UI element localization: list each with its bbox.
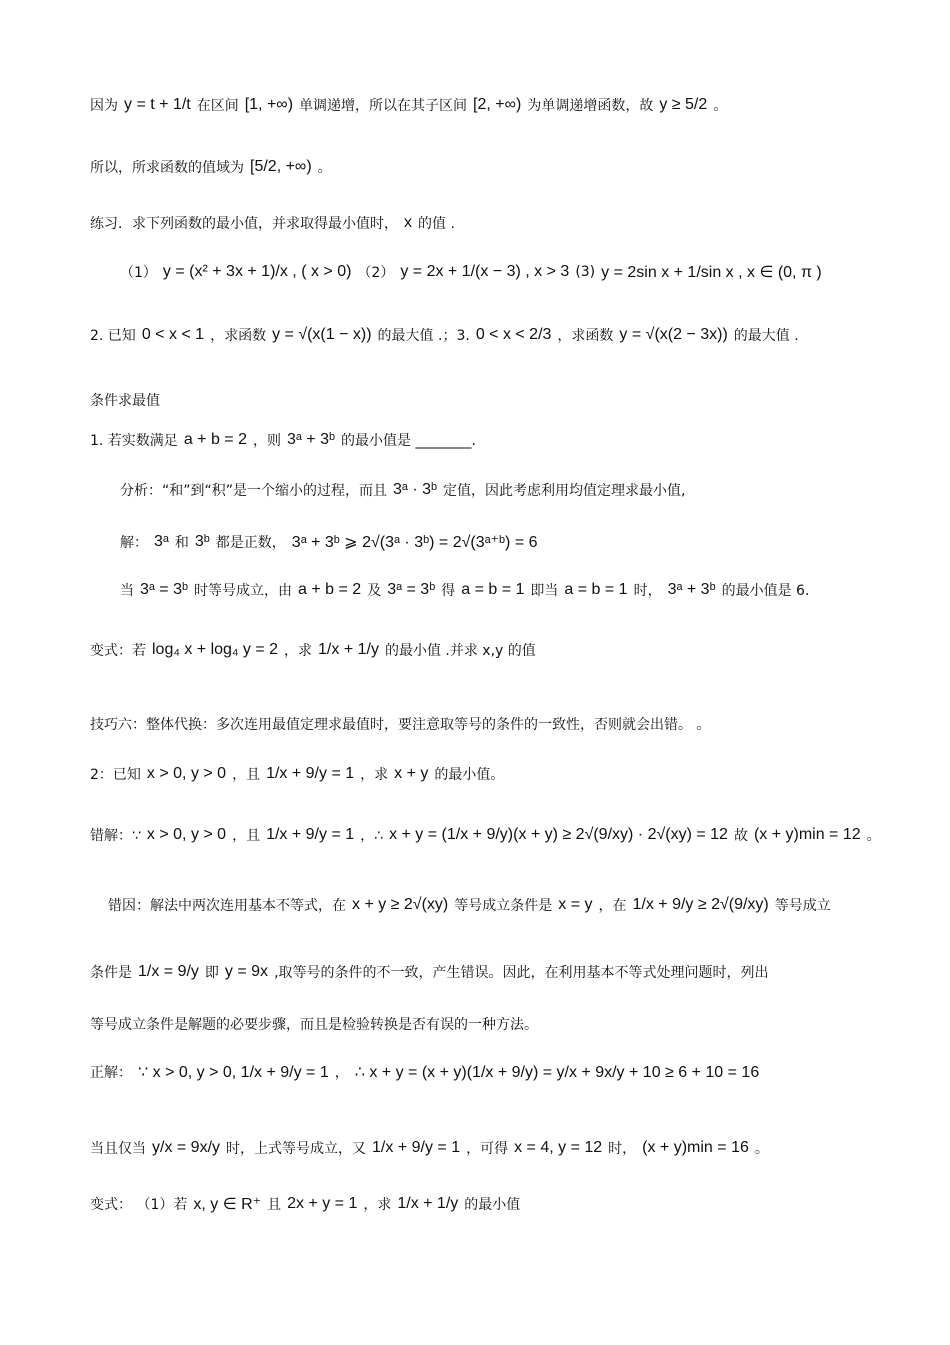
- text-run: 当: [120, 583, 134, 599]
- math-expression: 1/x + 9/y = 1: [266, 826, 355, 843]
- text-run: 在区间: [196, 98, 239, 114]
- text-line-l02: [90, 157, 910, 177]
- math-expression: y/x = 9x/y: [152, 1139, 221, 1156]
- text-line-l18: [90, 1062, 910, 1082]
- text-run: 。: [317, 160, 332, 176]
- text-run: 等号成立条件是解题的必要步骤，而且是检验转换是否有误的一种方法。: [90, 1017, 538, 1033]
- text-line-l10: [120, 580, 910, 600]
- math-expression: ∴ x + y = (x + y)(1/x + 9/y) = y/x + 9x/y + 10 ≥ 6 + 10 = 16: [354, 1064, 760, 1081]
- math-expression: x = y: [558, 896, 593, 913]
- math-expression: x, y ∈ R⁺: [193, 1196, 262, 1213]
- text-run: ，求: [360, 767, 389, 783]
- math-expression: x = 4, y = 12: [514, 1139, 603, 1156]
- math-expression: y = 2x + 1/(x − 3) , x > 3: [400, 263, 570, 280]
- text-run: 等号成立条件是: [454, 898, 553, 914]
- text-run: 练习．求下列函数的最小值，并求取得最小值时，: [90, 216, 398, 232]
- math-expression: ∵ x > 0, y > 0, 1/x + 9/y = 1: [138, 1064, 329, 1081]
- math-expression: y = √(x(2 − 3x)): [619, 326, 728, 343]
- math-expression: x + y: [394, 765, 429, 782]
- text-run: 且: [267, 1197, 282, 1213]
- math-expression: 3ᵃ + 3ᵇ: [667, 581, 716, 598]
- math-expression: 2x + y = 1: [287, 1195, 358, 1212]
- text-run: 时等号成立，由: [194, 583, 293, 599]
- text-line-l14: [90, 825, 910, 845]
- text-run: 。: [866, 828, 881, 844]
- math-expression: y = 9x: [224, 963, 269, 980]
- math-expression: y = 2sin x + 1/sin x , x ∈ (0, π ): [601, 264, 822, 281]
- text-run: ，在: [598, 898, 627, 914]
- text-line-l11: [90, 640, 910, 660]
- text-line-l09: [120, 532, 910, 552]
- math-expression: a = b = 1: [564, 581, 628, 598]
- text-run: 1. 若实数满足: [90, 433, 178, 449]
- text-run: 即当: [530, 583, 559, 599]
- text-run: （1）: [120, 265, 157, 281]
- text-run: ，则: [252, 433, 281, 449]
- text-line-l04: [120, 262, 910, 282]
- math-expression: (x + y)min = 16: [642, 1139, 749, 1156]
- math-expression: y = (x² + 3x + 1)/x , ( x > 0): [162, 263, 352, 280]
- math-expression: 3ᵇ: [194, 533, 210, 550]
- text-line-l16: [90, 962, 910, 982]
- math-expression: x > 0, y > 0: [146, 826, 227, 843]
- text-run: 的最小值是 ________.: [341, 433, 476, 449]
- text-line-l19: [90, 1138, 910, 1158]
- math-expression: x + y ≥ 2√(xy): [352, 896, 449, 913]
- math-expression: x: [404, 214, 412, 231]
- text-run: ，求: [363, 1197, 392, 1213]
- text-run: 正解：: [90, 1065, 132, 1081]
- text-run: 2：已知: [90, 767, 141, 783]
- text-run: ，可得: [466, 1141, 509, 1157]
- text-line-l20: [90, 1194, 910, 1214]
- math-expression: y = t + 1/t: [124, 96, 191, 113]
- text-run: ,取等号的条件的不一致，产生错误。因此，在利用基本不等式处理问题时，列出: [274, 965, 769, 981]
- math-expression: (x + y)min = 12: [753, 826, 861, 843]
- math-expression: 1/x + 1/y: [397, 1195, 459, 1212]
- text-line-l12: [90, 714, 910, 734]
- text-line-l08: [120, 480, 910, 500]
- math-expression: 3ᵃ: [154, 533, 169, 550]
- math-expression: y = √(x(1 − x)): [272, 326, 372, 343]
- text-run: 定值，因此考虑利用均值定理求最小值,: [443, 483, 686, 499]
- text-run: ，求函数: [557, 328, 614, 344]
- text-run: ，且: [232, 828, 261, 844]
- text-run: 的最大值 .；3.: [377, 328, 470, 344]
- math-expression: [1, +∞): [244, 96, 294, 113]
- text-run: 为单调递增函数，故: [527, 98, 654, 114]
- math-expression: 3ᵃ · 3ᵇ: [393, 481, 438, 498]
- text-run: 单调递增，所以在其子区间: [299, 98, 468, 114]
- text-run: 错因：解法中两次连用基本不等式，在: [108, 898, 346, 914]
- text-run: 的最小值。: [434, 767, 505, 783]
- math-expression: x > 0, y > 0: [146, 765, 227, 782]
- math-expression: 1/x = 9/y: [138, 963, 199, 980]
- text-line-l07: [90, 430, 910, 450]
- math-expression: a + b = 2: [183, 431, 247, 448]
- math-expression: [2, +∞): [473, 96, 522, 113]
- text-run: 时，上式等号成立，又: [226, 1141, 367, 1157]
- math-expression: 1/x + 9/y ≥ 2√(9/xy): [632, 896, 769, 913]
- text-run: 的值 .: [418, 216, 455, 232]
- text-run: 得: [441, 583, 456, 599]
- text-run: 的最小值: [464, 1197, 521, 1213]
- text-run: （2）: [357, 265, 395, 281]
- math-expression: 3ᵃ + 3ᵇ ⩾ 2√(3ᵃ · 3ᵇ) = 2√(3ᵃ⁺ᵇ) = 6: [291, 534, 538, 551]
- text-run: 等号成立: [774, 898, 831, 914]
- text-line-l06: [90, 390, 910, 410]
- text-run: 和: [174, 535, 189, 551]
- math-expression: 3ᵃ + 3ᵇ: [286, 431, 336, 448]
- text-line-l01: [90, 95, 910, 115]
- text-run: 时，: [608, 1141, 637, 1157]
- text-run: ，: [334, 1065, 349, 1081]
- text-run: 条件是: [90, 965, 132, 981]
- text-run: 错解：∵: [90, 828, 141, 844]
- text-run: 因为: [90, 98, 118, 114]
- math-expression: a + b = 2: [298, 581, 362, 598]
- math-expression: 1/x + 9/y = 1: [266, 765, 355, 782]
- math-expression: 0 < x < 2/3: [475, 326, 552, 343]
- math-expression: y ≥ 5/2: [659, 96, 708, 113]
- math-expression: 3ᵃ = 3ᵇ: [140, 581, 189, 598]
- text-run: 的最小值是 6.: [721, 583, 810, 599]
- text-run: 即: [204, 965, 219, 981]
- text-run: ，且: [232, 767, 261, 783]
- text-run: 的最小值 .并求 x,y 的值: [384, 643, 536, 659]
- text-run: 。: [754, 1141, 769, 1157]
- text-run: 条件求最值: [90, 393, 160, 409]
- text-run: 变式： （1）若: [90, 1197, 188, 1213]
- text-run: 。: [713, 98, 728, 114]
- text-run: 都是正数，: [215, 535, 286, 551]
- math-expression: 1/x + 9/y = 1: [372, 1139, 461, 1156]
- math-expression: 0 < x < 1: [141, 326, 205, 343]
- text-run: 分析：“和”到“积”是一个缩小的过程，而且: [120, 483, 388, 499]
- text-run: 解：: [120, 535, 148, 551]
- text-run: 技巧六：整体代换：多次连用最值定理求最值时，要注意取等号的条件的一致性，否则就会出错。 。: [90, 717, 711, 733]
- text-line-l17: [90, 1014, 910, 1034]
- text-run: ，求: [284, 643, 313, 659]
- math-expression: a = b = 1: [461, 581, 525, 598]
- text-run: 变式：若: [90, 643, 146, 659]
- text-run: 的最大值 .: [733, 328, 799, 344]
- text-line-l13: [90, 764, 910, 784]
- text-line-l05: [90, 325, 910, 345]
- text-line-l03: [90, 213, 910, 233]
- math-expression: 1/x + 1/y: [318, 641, 379, 658]
- text-run: (3): [575, 264, 596, 280]
- text-line-l15: [108, 895, 910, 915]
- text-run: 时，: [633, 583, 662, 599]
- text-run: ，∴: [360, 828, 384, 844]
- math-expression: [5/2, +∞): [250, 158, 312, 175]
- math-expression: 3ᵃ = 3ᵇ: [387, 581, 436, 598]
- text-run: 故: [733, 828, 748, 844]
- text-run: ，求函数: [210, 328, 267, 344]
- text-run: 所以，所求函数的值域为: [90, 160, 244, 176]
- math-expression: x + y = (1/x + 9/y)(x + y) ≥ 2√(9/xy) · 2√(xy) = 12: [389, 826, 728, 843]
- text-run: 2. 已知: [90, 328, 136, 344]
- text-run: 当且仅当: [90, 1141, 146, 1157]
- math-expression: log₄ x + log₄ y = 2: [152, 641, 279, 658]
- text-run: 及: [367, 583, 382, 599]
